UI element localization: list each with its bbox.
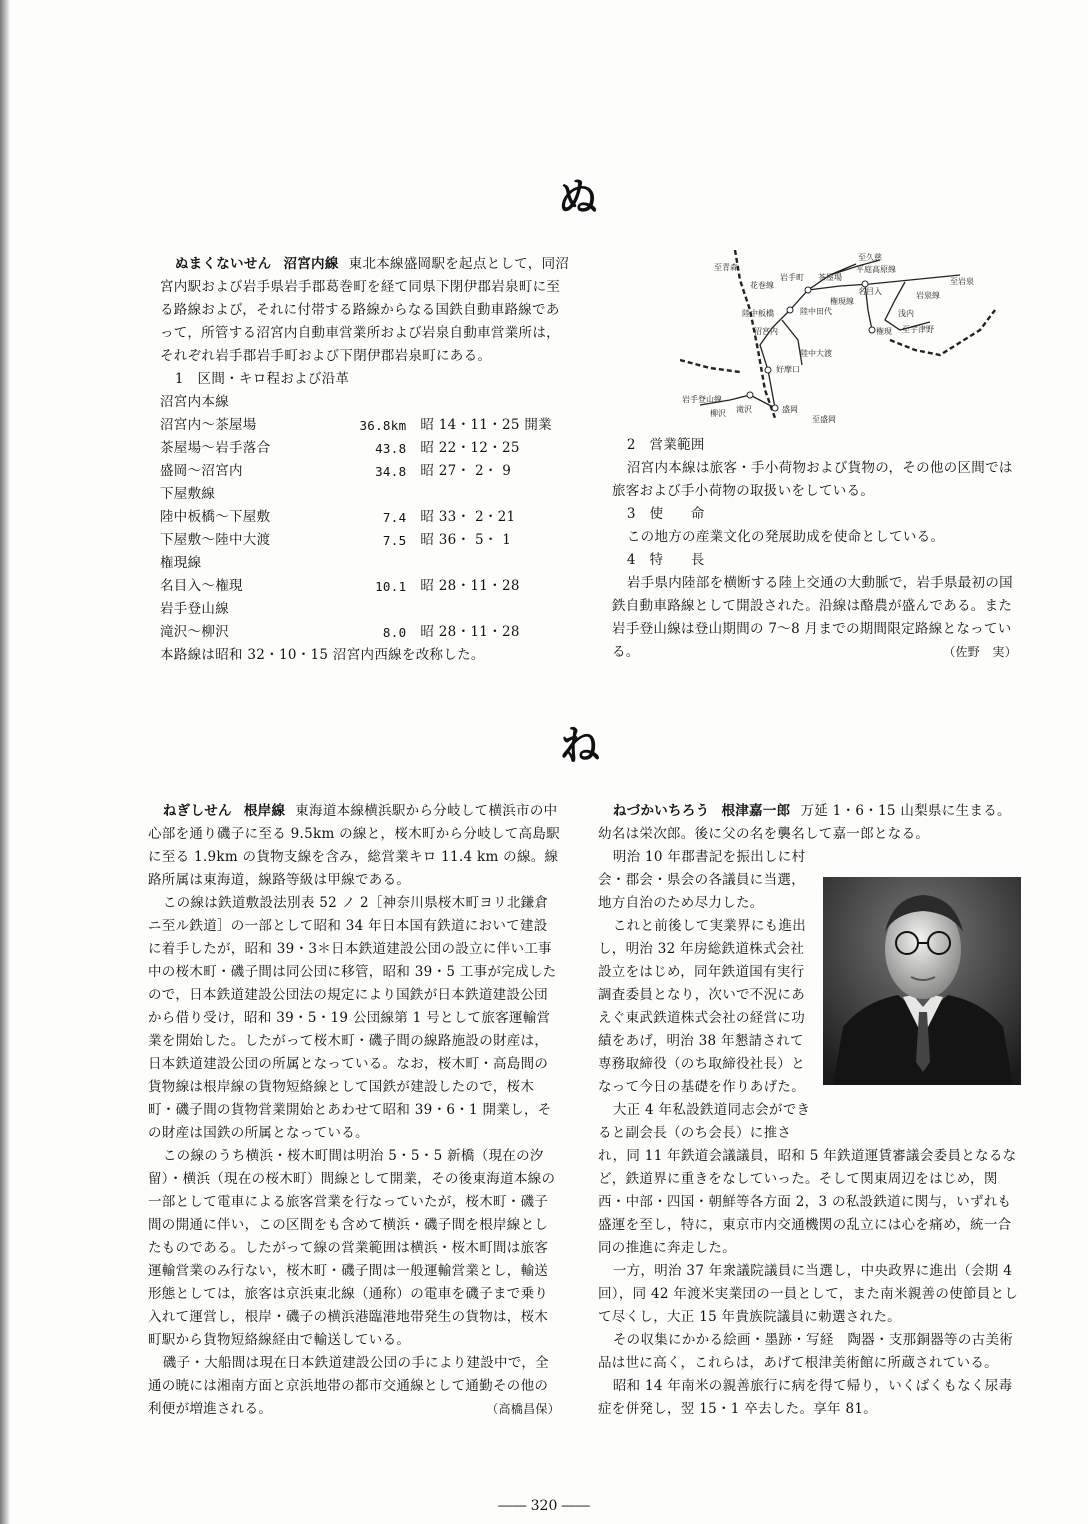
segment-name: 名目入～権現 xyxy=(160,578,243,594)
map-label: 至岩泉 xyxy=(950,277,974,286)
section4-body: 岩手県内陸部を横断する陸上交通の大動脈で，岩手県最初の国鉄自動車路線として開設された。沿線は酪農が盛んである。また岩手登山線は登山期間の 7～8 月までの期間限定路線となっている。 xyxy=(612,575,1013,660)
segment-km: 7.4 xyxy=(382,510,407,525)
section4-text xyxy=(612,572,1017,664)
section3-heading: 3 使 命 xyxy=(626,506,705,522)
route-line: 下屋敷線 xyxy=(160,486,216,502)
route-map xyxy=(680,250,1000,425)
map-label: 好摩口 xyxy=(776,365,800,374)
segment-date: 昭 28・11・28 xyxy=(420,624,520,640)
segment-km: 43.8 xyxy=(375,441,407,456)
segment-name: 陸中板橋～下屋敷 xyxy=(160,509,271,525)
map-label: 岩泉線 xyxy=(916,291,940,300)
section2-text: 沼宮内本線は旅客・手小荷物および貨物の，その他の区間では旅客および手小荷物の取扱いをしている。 xyxy=(612,460,1013,499)
segment-date: 昭 27・ 2・ 9 xyxy=(420,463,512,479)
map-label: 名目入 xyxy=(858,287,882,296)
route-line: 沼宮内本線 xyxy=(160,394,229,410)
numakunai-intro xyxy=(160,253,570,368)
segment-date: 昭 28・11・28 xyxy=(420,578,520,594)
segment-name: 茶屋場～岩手落合 xyxy=(160,440,271,456)
map-road-shimoyashiki xyxy=(782,320,802,365)
map-rail-hanawa xyxy=(680,360,740,372)
nezu-paragraph: その収集にかかる絵画・墨跡・写経 陶器・支那銅器等の古美術品は世に高く，これらは，あげて根津美術館に所蔵されている。 xyxy=(598,1332,1014,1371)
segment-name: 下屋敷～陸中大渡 xyxy=(160,532,271,548)
map-label: 浅内 xyxy=(898,309,914,318)
segment-date: 昭 36・ 5・ 1 xyxy=(420,532,512,548)
nezu-intro-text: 万延 1・6・15 山梨県に生まる。幼名は栄次郎。後に父の名を襲名して嘉一郎となる。 xyxy=(598,803,1011,842)
segment-km: 10.1 xyxy=(375,579,407,594)
numakunai-intro-text: 東北本線盛岡駅を起点として，同沼宮内駅および岩手県岩手郡葛巻町を経て同県下閉伊郡岩泉町に至る路線および，それに付帯する路線からなる国鉄自動車路線であって，所管する沼宮内自動車営業所および岩泉自動車営業所は，それぞれ岩手郡岩手町および下閉伊郡岩泉町にある。 xyxy=(160,256,570,364)
segment-km: 36.8km xyxy=(359,418,407,433)
map-label: 陸中田代 xyxy=(800,307,832,316)
map-label: 滝沢 xyxy=(736,405,752,414)
numakunai-article-left xyxy=(160,253,570,667)
numakunai-reading: ぬまくないせん xyxy=(174,256,272,272)
route-table xyxy=(160,391,570,644)
map-label: 岩手登山線 xyxy=(682,395,722,404)
map-label: 平庭高原線 xyxy=(856,265,896,274)
map-label: 至久慈 xyxy=(858,253,882,262)
map-label: 花巻線 xyxy=(750,281,774,290)
map-label: 権現線 xyxy=(830,297,854,306)
map-label: 茶屋場 xyxy=(818,273,842,282)
negishi-intro-text: 東海道本線横浜駅から分岐して横浜市の中心部を通り磯子に至る 9.5km の線と，桜木町から分岐して高島駅に至る 1.9km の貨物支線を含み，総営業キロ 11.4 km の線。線路所属は東海道，線路等級は甲線である。 xyxy=(148,803,560,888)
map-station xyxy=(747,392,753,398)
negishi-article xyxy=(148,800,560,1421)
route-row xyxy=(160,437,570,460)
route-row xyxy=(160,621,570,644)
segment-name: 滝沢～柳沢 xyxy=(160,624,229,640)
binding-shadow xyxy=(0,0,10,1524)
segment-name: 盛岡～沼宮内 xyxy=(160,463,243,479)
author-credit: （高橋昌保） xyxy=(486,1402,560,1416)
map-station xyxy=(869,327,875,333)
segment-date: 昭 22・12・25 xyxy=(420,440,520,456)
nezu-paragraph: 大正 4 年私設鉄道同志会ができると副会長（のち会長）に推され，同 11 年鉄道会議議員，昭和 5 年鉄道運賃審議会委員となるなど，鉄道界に重きをなしていった。そして関東周辺をはじめ，関西・中部・四国・朝鮮等各方面 2，3 の私設鉄道に関与，いずれも盛運を至し，特に，東京市内交通機関の乱立には心を痛め，統一合同の推進に奔走した。 xyxy=(598,1102,1017,1256)
negishi-intro xyxy=(148,800,560,892)
section1-heading: 1 区間・キロ程および沿革 xyxy=(174,371,350,387)
route-note: 本路線は昭和 32・10・15 沼宮内西線を改称した。 xyxy=(160,647,485,663)
negishi-title: 根岸線 xyxy=(243,803,286,819)
section-heading-nu: ぬ xyxy=(558,174,598,221)
map-label: 権現 xyxy=(876,327,892,336)
negishi-reading: ねぎしせん xyxy=(162,803,232,819)
negishi-paragraph: この線は鉄道敷設法別表 52 ノ 2［神奈川県桜木町ヨリ北鎌倉ニ至ル鉄道］の一部として昭和 34 年日本国有鉄道において建設に着手したが，昭和 39・3＊日本鉄道建設公団の設立に伴い工事中の桜木町・磯子間は同公団に移管，昭和 39・5 工事が完成したので，日本鉄道建設公団法の規定により国鉄が日本鉄道建設公団から借り受け，昭和 39・5・19 公団線第 1 号として旅客運輸営業を開始した。したがって桜木町・磯子間の線路施設の財産は，日本鉄道建設公団の所属となっている。なお，桜木町・高島間の貨物線は根岸線の貨物短絡線として国鉄が建設したので，桜木町・磯子間の貨物営業開始とあわせて昭和 39・6・1 開業し，その財産は国鉄の所属となっている。 xyxy=(148,895,557,1141)
segment-km: 7.5 xyxy=(382,533,407,548)
negishi-paragraph: この線のうち横浜・桜木町間は明治 5・5・5 新橋（現在の汐留）・横浜（現在の桜木町）間線として開業，その後東海道本線の一部として電車による旅客営業を行なっていたが，桜木町・磯子間の開通に伴い，この区間をも含めて横浜・磯子間を根岸線としたものである。したがって線の営業範囲は横浜・桜木町間は旅客運輸営業のみ行ない，桜木町・磯子間は一般運輸営業とし，輸送形態としては，旅客は京浜東北線（通称）の電車を磯子まで乗り入れて運営し，根岸・磯子の横浜港臨港地帯発生の貨物は，桜木町駅から貨物短絡線経由で輸送している。 xyxy=(148,1148,556,1348)
map-label: 至宇津野 xyxy=(902,325,934,334)
map-label: 陸中大渡 xyxy=(800,349,832,358)
segment-date: 昭 14・11・25 開業 xyxy=(420,417,552,433)
section4-heading: 4 特 長 xyxy=(626,552,705,568)
route-line: 岩手登山線 xyxy=(160,601,229,617)
map-label: 柳沢 xyxy=(710,409,726,418)
numakunai-article-right xyxy=(612,434,1017,664)
map-label: 至盛岡 xyxy=(812,415,836,424)
route-row xyxy=(160,506,570,529)
map-label: 沼宮内 xyxy=(754,327,778,336)
map-road-iwaizumi xyxy=(885,282,930,330)
segment-name: 沼宮内～茶屋場 xyxy=(160,417,257,433)
segment-date: 昭 33・ 2・21 xyxy=(420,509,516,525)
negishi-paragraph xyxy=(148,1352,560,1421)
nezu-title: 根津嘉一郎 xyxy=(721,803,791,819)
portrait-photo xyxy=(823,877,1021,1085)
map-label: 陸中板橋 xyxy=(742,309,774,318)
nezu-paragraph-text: これと前後して実業界にも進出し，明治 32 年房総鉄道株式会社設立をはじめ，同年鉄道国有実行調査委員となり，次いで不況にあえぐ東武鉄道株式会社の経営に功績をあげ，明治 38 年懇請されて専務取締役（のち取締役社長）となって今日の基礎を作りあげた。 xyxy=(598,918,807,1095)
map-station xyxy=(765,367,771,373)
route-row xyxy=(160,529,570,552)
map-station xyxy=(772,405,778,411)
section3-text: この地方の産業文化の発展助成を使命としている。 xyxy=(626,529,945,545)
section2-heading: 2 営業範囲 xyxy=(626,437,705,453)
nezu-paragraph-text: 明治 10 年郡書記を振出しに村会・郡会・県会の各議員に当選，地方自治のため尽力した。 xyxy=(598,849,806,911)
map-station xyxy=(787,307,793,313)
map-label: 盛岡 xyxy=(782,405,798,414)
map-station xyxy=(805,287,811,293)
numakunai-title: 沼宮内線 xyxy=(283,256,339,272)
author-credit: （佐野 実） xyxy=(943,645,1017,659)
route-row xyxy=(160,460,570,483)
negishi-paragraph-text: 磯子・大船間は現在日本鉄道建設公団の手により建設中で，全通の暁には湘南方面と京浜地帯の都市交通線として通勤その他の利便が増進される。 xyxy=(148,1355,549,1417)
page-number: ―― 320 ―― xyxy=(498,1498,590,1514)
map-label: 岩手町 xyxy=(780,273,804,282)
section-heading-ne: ね xyxy=(560,722,600,769)
segment-km: 34.8 xyxy=(375,464,407,479)
nezu-intro xyxy=(598,800,1023,846)
segment-km: 8.0 xyxy=(382,625,407,640)
route-row xyxy=(160,575,570,598)
map-label: 至青森 xyxy=(714,263,738,272)
nezu-paragraph: 昭和 14 年南米の親善旅行に病を得て帰り，いくばくもなく尿毒症を併発し，翌 15・1 卒去した。享年 81。 xyxy=(598,1378,1013,1417)
route-row xyxy=(160,414,570,437)
nezu-reading: ねづかいちろう xyxy=(612,803,710,819)
nezu-paragraph: 一方，明治 37 年衆議院議員に当選し，中央政界に進出（会期 4 回），同 42 年渡米実業団の一員として，また南米親善の使節員として尽くし，大正 15 年貴族院議員に勅選された。 xyxy=(598,1263,1019,1325)
route-line: 権現線 xyxy=(160,555,202,571)
